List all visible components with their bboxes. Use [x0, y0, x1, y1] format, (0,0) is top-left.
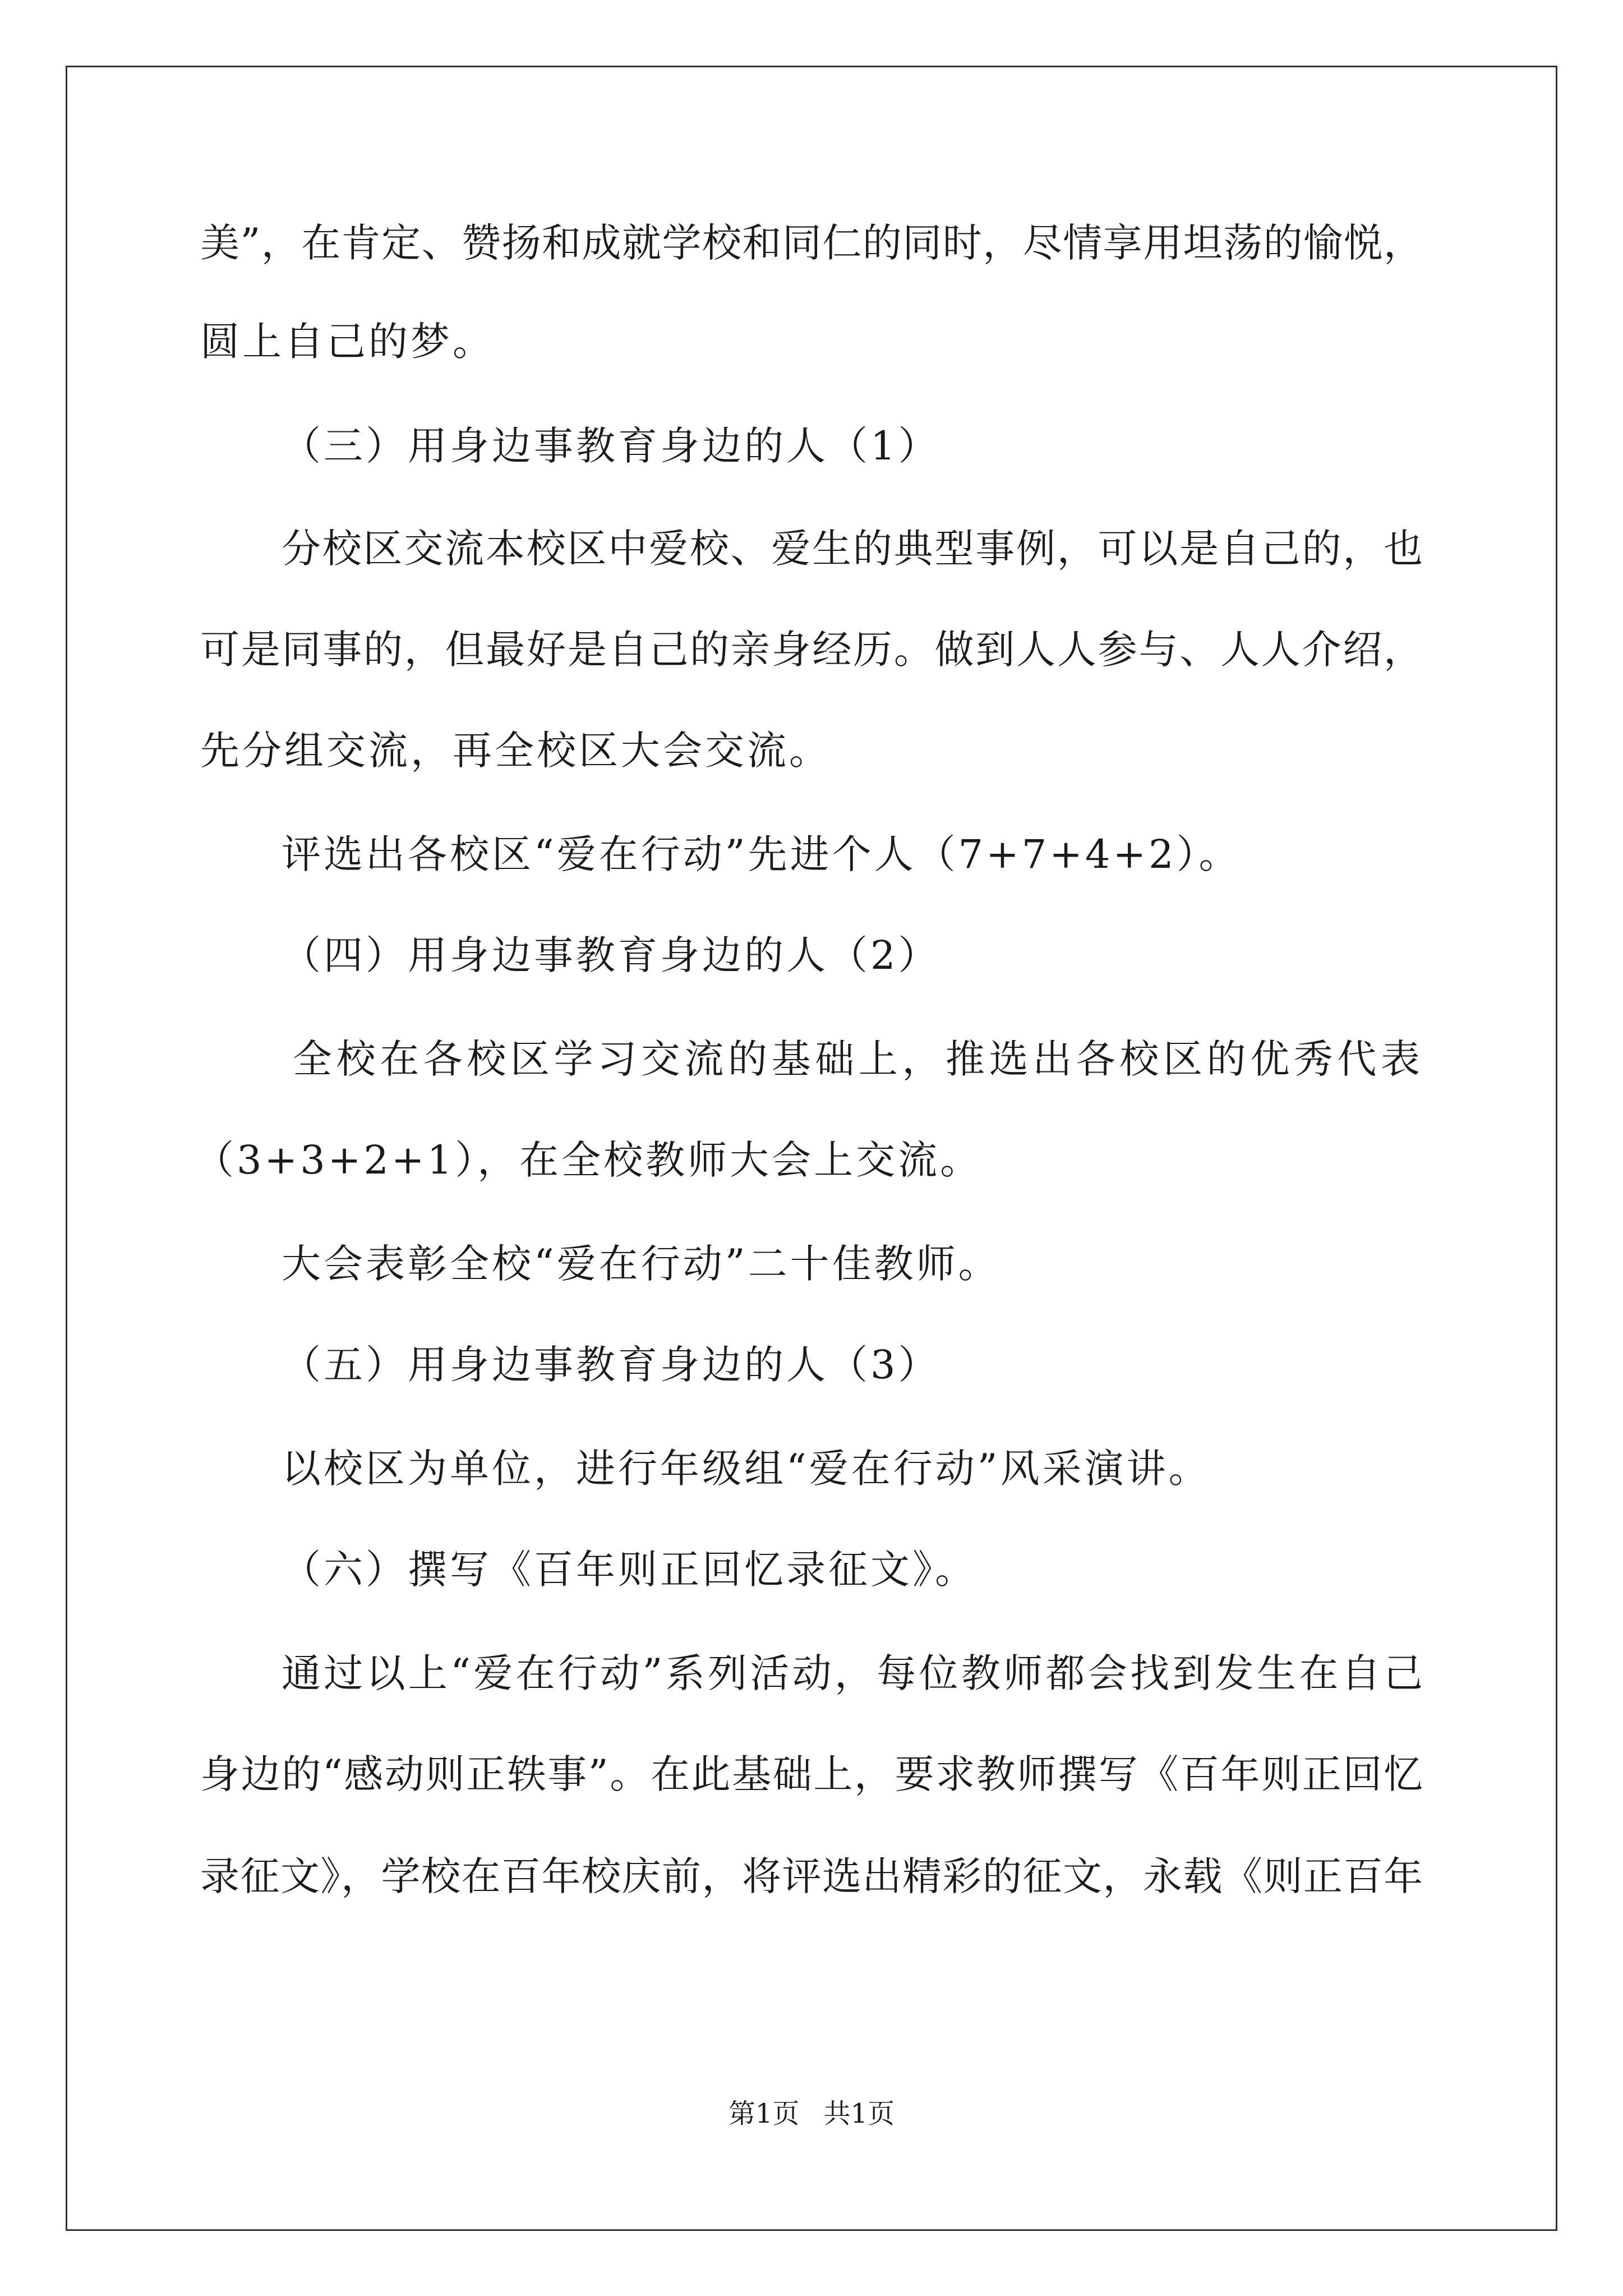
paragraph-line: 先分组交流，再全校区大会交流。	[200, 728, 831, 774]
section-heading: （三）用身边事教育身边的人（1）	[282, 423, 940, 469]
paragraph-line: （3+3+2+1），在全校教师大会上交流。	[195, 1137, 983, 1183]
paragraph-line: 大会表彰全校“爱在行动”二十佳教师。	[282, 1241, 1000, 1287]
paragraph-line: 圆上自己的梦。	[200, 319, 495, 365]
paragraph-line: 通过以上“爱在行动”系列活动，每位教师都会找到发生在自己	[282, 1650, 1423, 1696]
paragraph-line: 可是同事的，但最好是自己的亲身经历。做到人人参与、人人介绍，	[200, 627, 1423, 673]
paragraph-line: 以校区为单位，进行年级组“爱在行动”风采演讲。	[282, 1446, 1211, 1492]
paragraph-line: 全校在各校区学习交流的基础上，推选出各校区的优秀代表	[293, 1036, 1420, 1082]
paragraph-line: 分校区交流本校区中爱校、爱生的典型事例，可以是自己的，也	[282, 526, 1423, 572]
page-total: 共1页	[823, 2098, 895, 2129]
section-heading: （五）用身边事教育身边的人（3）	[282, 1342, 940, 1388]
page-number: 第1页	[728, 2098, 800, 2129]
section-heading: （四）用身边事教育身边的人（2）	[282, 932, 940, 978]
page-footer	[0, 2097, 1623, 2131]
paragraph-line: 录征文》，学校在百年校庆前，将评选出精彩的征文，永载《则正百年	[200, 1853, 1423, 1899]
section-heading: （六）撰写《百年则正回忆录征文》。	[282, 1547, 977, 1593]
paragraph-line: 评选出各校区“爱在行动”先进个人（7+7+4+2）。	[282, 831, 1241, 877]
paragraph-line: 身边的“感动则正轶事”。在此基础上，要求教师撰写《百年则正回忆	[200, 1751, 1423, 1797]
paragraph-line: 美”，在肯定、赞扬和成就学校和同仁的同时，尽情享用坦荡的愉悦，	[200, 220, 1423, 266]
